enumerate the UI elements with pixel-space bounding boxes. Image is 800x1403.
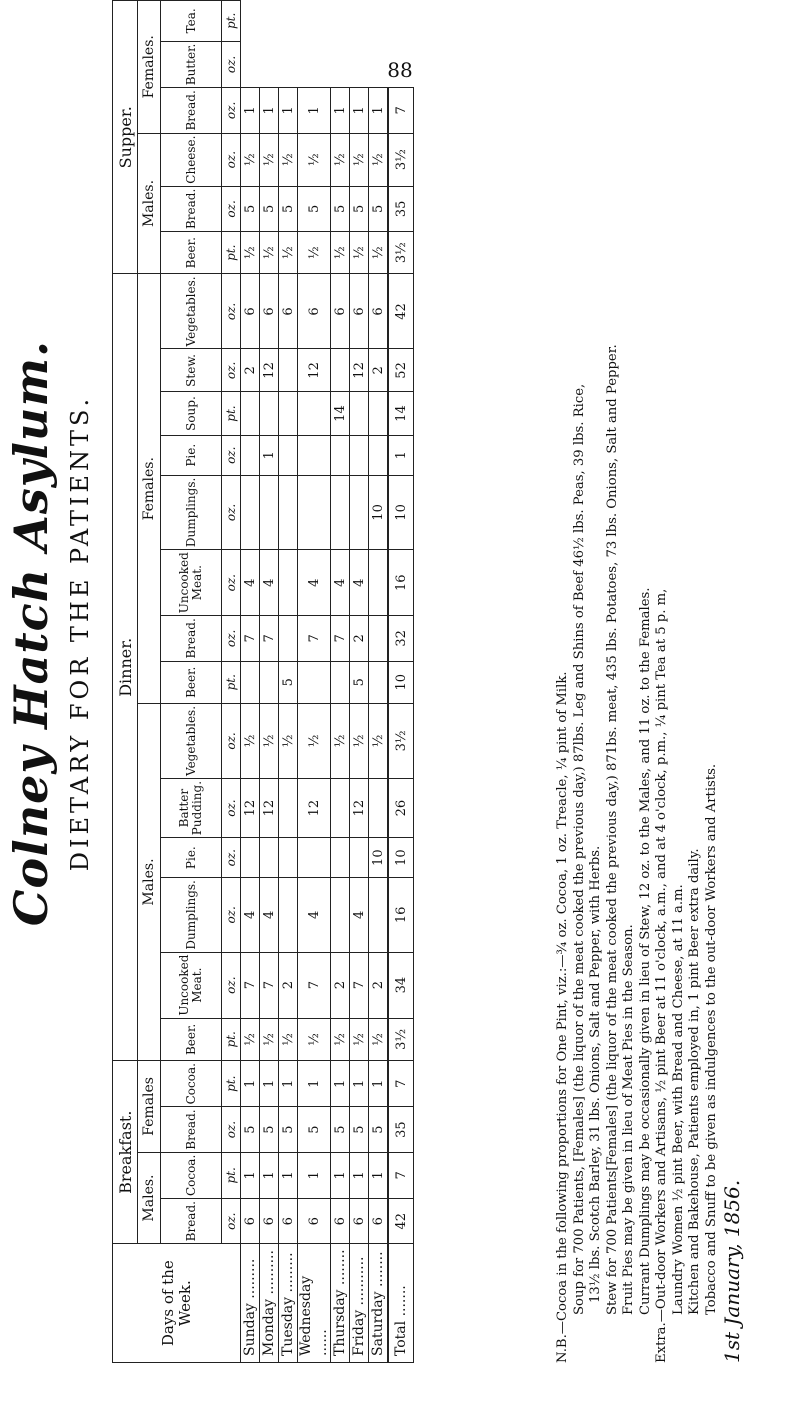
table-cell	[331, 475, 350, 549]
table-cell: ½	[279, 232, 298, 274]
column-header: Stew.	[161, 349, 222, 392]
days-column-header: Days of the Week.	[113, 1244, 241, 1363]
table-cell: ½	[260, 703, 279, 778]
meal-header-row	[113, 1, 138, 1363]
table-cell: ½	[331, 1018, 350, 1060]
breakfast-header: Breakfast.	[113, 1061, 138, 1244]
unit-header: oz.	[222, 349, 241, 392]
table-body	[241, 1, 414, 1363]
table-cell	[298, 475, 331, 549]
total-cell: 7	[388, 1152, 414, 1198]
total-cell: 42	[388, 1199, 414, 1244]
table-cell	[331, 435, 350, 475]
table-cell: 7	[241, 616, 260, 661]
table-cell: ½	[298, 232, 331, 274]
column-header: Bread.	[161, 88, 222, 133]
total-cell: 3½	[388, 232, 414, 274]
table-cell	[331, 661, 350, 703]
column-header: Beer.	[161, 232, 222, 274]
total-cell: 7	[388, 88, 414, 133]
table-cell	[241, 475, 260, 549]
table-cell: 5	[350, 661, 369, 703]
column-header: Bread.	[161, 186, 222, 231]
column-header: Pie.	[161, 838, 222, 878]
unit-header: pt.	[222, 1, 241, 42]
total-cell: 10	[388, 838, 414, 878]
table-row	[241, 1, 260, 1363]
day-label: Sunday .........	[241, 1244, 260, 1363]
table-cell: 1	[298, 1061, 331, 1107]
table-cell	[350, 392, 369, 435]
day-label: Saturday ........	[369, 1244, 389, 1363]
table-cell: 5	[369, 186, 389, 231]
total-cell: 3½	[388, 703, 414, 778]
table-row	[298, 1, 331, 1363]
table-cell: 10	[369, 838, 389, 878]
table-cell: ½	[350, 232, 369, 274]
table-cell	[241, 661, 260, 703]
table-cell: 12	[298, 778, 331, 837]
table-cell: 7	[298, 952, 331, 1018]
table-cell: 6	[331, 1199, 350, 1244]
table-cell: 6	[298, 274, 331, 349]
table-cell: ½	[298, 703, 331, 778]
total-cell: 32	[388, 616, 414, 661]
day-label: Thursday ........	[331, 1244, 350, 1363]
table-cell: 1	[260, 88, 279, 133]
unit-header: oz.	[222, 133, 241, 186]
table-cell: 5	[241, 186, 260, 231]
table-cell: 6	[369, 274, 389, 349]
day-label: Wednesday ......	[298, 1244, 331, 1363]
table-cell: 5	[369, 1107, 389, 1152]
table-cell: ½	[369, 703, 389, 778]
table-cell: 1	[369, 1152, 389, 1198]
dinner-header: Dinner.	[113, 274, 138, 1061]
table-cell: 4	[350, 550, 369, 616]
table-cell: 2	[331, 952, 350, 1018]
table-cell	[279, 392, 298, 435]
total-cell: 3½	[388, 1018, 414, 1060]
table-cell: 7	[331, 616, 350, 661]
column-header: Dumplings.	[161, 878, 222, 952]
breakfast-females-header: Females	[138, 1061, 161, 1153]
table-cell: ½	[279, 1018, 298, 1060]
table-cell: ½	[298, 1018, 331, 1060]
table-cell: ½	[241, 1018, 260, 1060]
column-header: Uncooked Meat.	[161, 952, 222, 1018]
column-header: Vegetables.	[161, 703, 222, 778]
unit-header: pt.	[222, 661, 241, 703]
table-cell: 2	[279, 952, 298, 1018]
table-cell: 2	[369, 349, 389, 392]
table-row	[350, 1, 369, 1363]
table-cell: 5	[350, 1107, 369, 1152]
column-header: Beer.	[161, 661, 222, 703]
table-cell: 4	[241, 550, 260, 616]
column-header: Soup.	[161, 392, 222, 435]
dinner-females-header: Females.	[138, 274, 161, 704]
table-cell: 2	[241, 349, 260, 392]
unit-header: pt.	[222, 1061, 241, 1107]
total-row	[388, 1, 414, 1363]
table-cell: 4	[260, 878, 279, 952]
table-cell: 4	[350, 878, 369, 952]
document-date: 1st January, 1856.	[720, 1179, 744, 1363]
table-cell	[350, 838, 369, 878]
table-cell: 1	[279, 1061, 298, 1107]
table-cell: 1	[241, 1061, 260, 1107]
table-cell: ½	[350, 133, 369, 186]
table-cell: ½	[331, 133, 350, 186]
note-line: Laundry Women ½ pint Beer, with Bread and Cheese, at 11 a.m.	[670, 884, 686, 1315]
table-cell: 1	[331, 88, 350, 133]
table-cell: 12	[350, 778, 369, 837]
table-cell	[279, 349, 298, 392]
table-cell: 6	[279, 1199, 298, 1244]
total-cell: 14	[388, 392, 414, 435]
table-cell: ½	[350, 703, 369, 778]
table-row	[279, 1, 298, 1363]
table-cell: ½	[260, 232, 279, 274]
unit-header: oz.	[222, 41, 241, 88]
document-subtitle: DIETARY FOR THE PATIENTS.	[66, 394, 94, 872]
table-cell: 5	[279, 661, 298, 703]
unit-header: oz.	[222, 435, 241, 475]
column-header: Uncooked Meat.	[161, 550, 222, 616]
column-header: Cocoa.	[161, 1061, 222, 1107]
table-cell	[298, 661, 331, 703]
table-cell	[369, 778, 389, 837]
table-cell: 6	[241, 1199, 260, 1244]
column-header: Batter Pudding.	[161, 778, 222, 837]
table-cell: 5	[279, 1107, 298, 1152]
table-cell: 1	[350, 88, 369, 133]
table-cell	[279, 778, 298, 837]
table-cell: 5	[260, 186, 279, 231]
table-cell	[279, 616, 298, 661]
table-row	[369, 1, 389, 1363]
unit-header: oz.	[222, 88, 241, 133]
supper-females-header: Females.	[138, 1, 161, 134]
table-cell	[279, 550, 298, 616]
table-cell	[260, 475, 279, 549]
unit-header: oz.	[222, 952, 241, 1018]
total-label: Total .......	[388, 1244, 414, 1363]
column-header: Cheese.	[161, 133, 222, 186]
column-header: Pie.	[161, 435, 222, 475]
column-header: Cocoa.	[161, 1152, 222, 1198]
note-line: Currant Dumplings may be occasionally given in lieu of Stew, 12 oz. to the Males, and 11 oz. to the Females.	[637, 587, 653, 1315]
sex-header-row	[138, 1, 161, 1363]
table-cell: 4	[241, 878, 260, 952]
table-cell: 7	[260, 952, 279, 1018]
table-cell: 1	[241, 1152, 260, 1198]
document-title: Colney Hatch Asylum.	[4, 339, 58, 927]
total-cell: 34	[388, 952, 414, 1018]
note-line: Tobacco and Snuff to be given as indulgences to the out-door Workers and Artists.	[703, 763, 719, 1315]
dietary-table	[112, 0, 414, 1363]
unit-header: oz.	[222, 186, 241, 231]
table-cell: 7	[260, 616, 279, 661]
table-cell: 5	[331, 186, 350, 231]
column-header: Bread.	[161, 616, 222, 661]
note-line: Extra.—Out-door Workers and Artisans, ½ pint Beer at 11 o'clock, a.m., and at 4 o'clock, p.m., ¼ pint Tea at 5 p. m,	[654, 588, 669, 1363]
table-cell: 1	[369, 88, 389, 133]
table-cell: 6	[350, 274, 369, 349]
column-header: Butter.	[161, 41, 222, 88]
table-cell	[369, 435, 389, 475]
table-cell: 6	[260, 274, 279, 349]
table-cell: 5	[331, 1107, 350, 1152]
unit-header: oz.	[222, 878, 241, 952]
table-cell: 1	[350, 1152, 369, 1198]
table-cell: 5	[260, 1107, 279, 1152]
unit-header: oz.	[222, 550, 241, 616]
table-cell	[350, 475, 369, 549]
table-cell	[279, 838, 298, 878]
dinner-males-header: Males.	[138, 703, 161, 1060]
table-cell	[331, 349, 350, 392]
table-cell: 5	[350, 186, 369, 231]
total-cell: 35	[388, 186, 414, 231]
table-cell: 6	[241, 274, 260, 349]
table-cell: ½	[260, 133, 279, 186]
table-cell: 12	[260, 778, 279, 837]
table-cell: 7	[350, 952, 369, 1018]
page-number: 88	[387, 58, 413, 82]
table-cell: 7	[298, 616, 331, 661]
unit-header: pt.	[222, 392, 241, 435]
unit-header: oz.	[222, 1107, 241, 1152]
table-cell	[260, 392, 279, 435]
table-cell	[298, 838, 331, 878]
table-cell: 10	[369, 475, 389, 549]
note-line: Kitchen and Bakehouse, Patients employed in, 1 pint Beer extra daily.	[687, 848, 702, 1315]
total-cell: 10	[388, 661, 414, 703]
table-cell: 1	[350, 1061, 369, 1107]
table-cell: 5	[279, 186, 298, 231]
table-cell: 5	[241, 1107, 260, 1152]
unit-header: pt.	[222, 1018, 241, 1060]
table-cell: 1	[260, 1061, 279, 1107]
table-cell: 5	[298, 186, 331, 231]
table-cell: 1	[369, 1061, 389, 1107]
table-cell	[331, 778, 350, 837]
note-line: N.B.—Cocoa in the following proportions for One Pint, viz.:—¾ oz. Cocoa, 1 oz. Treacle, ¼ pint of Milk.	[555, 671, 570, 1363]
supper-males-header: Males.	[138, 133, 161, 274]
table-cell	[369, 661, 389, 703]
table-cell: 1	[279, 88, 298, 133]
total-cell: 42	[388, 274, 414, 349]
unit-header: oz.	[222, 1199, 241, 1244]
table-cell	[241, 392, 260, 435]
unit-header: pt.	[222, 1152, 241, 1198]
table-cell: 1	[260, 1152, 279, 1198]
table-cell: 4	[298, 550, 331, 616]
note-line: Fruit Pies may be given in lieu of Meat Pies in the Season.	[621, 924, 636, 1315]
day-label: Monday ..........	[260, 1244, 279, 1363]
supper-header: Supper.	[113, 1, 138, 274]
note-line: Soup for 700 Patients, [Females] (the liquor of the meat cooked the previous day,) 87lbs. Leg and Shins of Beef 46½ lbs. Peas, 39 lbs. Rice,	[571, 383, 587, 1315]
notes-section	[555, 23, 744, 1363]
table-cell: ½	[241, 232, 260, 274]
table-cell: ½	[260, 1018, 279, 1060]
table-row	[331, 1, 350, 1363]
table-cell: 12	[260, 349, 279, 392]
table-cell: ½	[331, 703, 350, 778]
total-cell: 16	[388, 878, 414, 952]
table-cell: 12	[350, 349, 369, 392]
table-cell: 4	[298, 878, 331, 952]
table-cell: ½	[298, 133, 331, 186]
table-cell	[350, 435, 369, 475]
table-cell: 6	[369, 1199, 389, 1244]
day-label: Friday ...........	[350, 1244, 369, 1363]
table-cell	[369, 878, 389, 952]
table-cell	[260, 661, 279, 703]
unit-header-row	[222, 1, 241, 1363]
table-cell: ½	[241, 703, 260, 778]
table-cell: ½	[331, 232, 350, 274]
unit-header: pt.	[222, 232, 241, 274]
unit-header: oz.	[222, 838, 241, 878]
table-cell: 7	[241, 952, 260, 1018]
table-cell	[298, 392, 331, 435]
table-cell	[331, 878, 350, 952]
table-cell: ½	[350, 1018, 369, 1060]
table-cell	[369, 550, 389, 616]
table-cell	[331, 838, 350, 878]
total-cell: 3½	[388, 133, 414, 186]
column-header-row	[161, 1, 222, 1363]
unit-header: oz.	[222, 274, 241, 349]
table-cell	[369, 392, 389, 435]
table-cell: ½	[279, 133, 298, 186]
day-label: Tuesday .........	[279, 1244, 298, 1363]
table-row	[260, 1, 279, 1363]
total-cell: 10	[388, 475, 414, 549]
unit-header: oz.	[222, 616, 241, 661]
table-cell	[279, 878, 298, 952]
total-cell: 35	[388, 1107, 414, 1152]
table-cell: 5	[298, 1107, 331, 1152]
column-header: Bread.	[161, 1107, 222, 1152]
table-cell: 6	[279, 274, 298, 349]
total-cell: 7	[388, 1061, 414, 1107]
table-cell: 1	[331, 1061, 350, 1107]
table-cell: 14	[331, 392, 350, 435]
table-cell	[279, 435, 298, 475]
note-line: Stew for 700 Patients[Females] (the liquor of the meat cooked the previous day,) 871bs. meat, 435 lbs. Potatoes, 73 lbs. Onions, Salt and Pepper.	[604, 344, 620, 1315]
table-cell	[369, 616, 389, 661]
table-cell	[260, 838, 279, 878]
column-header: Beer.	[161, 1018, 222, 1060]
unit-header: oz.	[222, 703, 241, 778]
unit-header: oz.	[222, 778, 241, 837]
table-cell: 1	[260, 435, 279, 475]
column-header: Dumplings.	[161, 475, 222, 549]
total-cell: 52	[388, 349, 414, 392]
table-cell	[298, 435, 331, 475]
table-cell	[241, 435, 260, 475]
table-cell: 1	[279, 1152, 298, 1198]
table-cell: 6	[260, 1199, 279, 1244]
table-cell: 12	[241, 778, 260, 837]
table-cell: ½	[241, 133, 260, 186]
total-cell: 16	[388, 550, 414, 616]
table-cell: ½	[369, 1018, 389, 1060]
column-header: Tea.	[161, 1, 222, 42]
total-cell: 1	[388, 435, 414, 475]
table-cell: ½	[369, 232, 389, 274]
table-cell: 6	[350, 1199, 369, 1244]
column-header: Vegetables.	[161, 274, 222, 349]
table-cell: 4	[260, 550, 279, 616]
breakfast-males-header: Males.	[138, 1152, 161, 1244]
table-cell: ½	[369, 133, 389, 186]
column-header: Bread.	[161, 1199, 222, 1244]
table-cell: 6	[331, 274, 350, 349]
table-cell: 1	[298, 88, 331, 133]
unit-header: oz.	[222, 475, 241, 549]
total-cell: 26	[388, 778, 414, 837]
table-cell	[241, 838, 260, 878]
table-cell	[279, 475, 298, 549]
table-cell: 12	[298, 349, 331, 392]
table-cell: 1	[241, 88, 260, 133]
table-cell: 1	[298, 1152, 331, 1198]
table-cell: ½	[279, 703, 298, 778]
table-cell: 4	[331, 550, 350, 616]
table-cell: 2	[369, 952, 389, 1018]
table-cell: 2	[350, 616, 369, 661]
table-cell: 1	[331, 1152, 350, 1198]
table-cell: 6	[298, 1199, 331, 1244]
note-line: 13½ lbs. Scotch Barley, 31 lbs. Onions, Salt and Pepper, with Herbs.	[588, 845, 603, 1303]
